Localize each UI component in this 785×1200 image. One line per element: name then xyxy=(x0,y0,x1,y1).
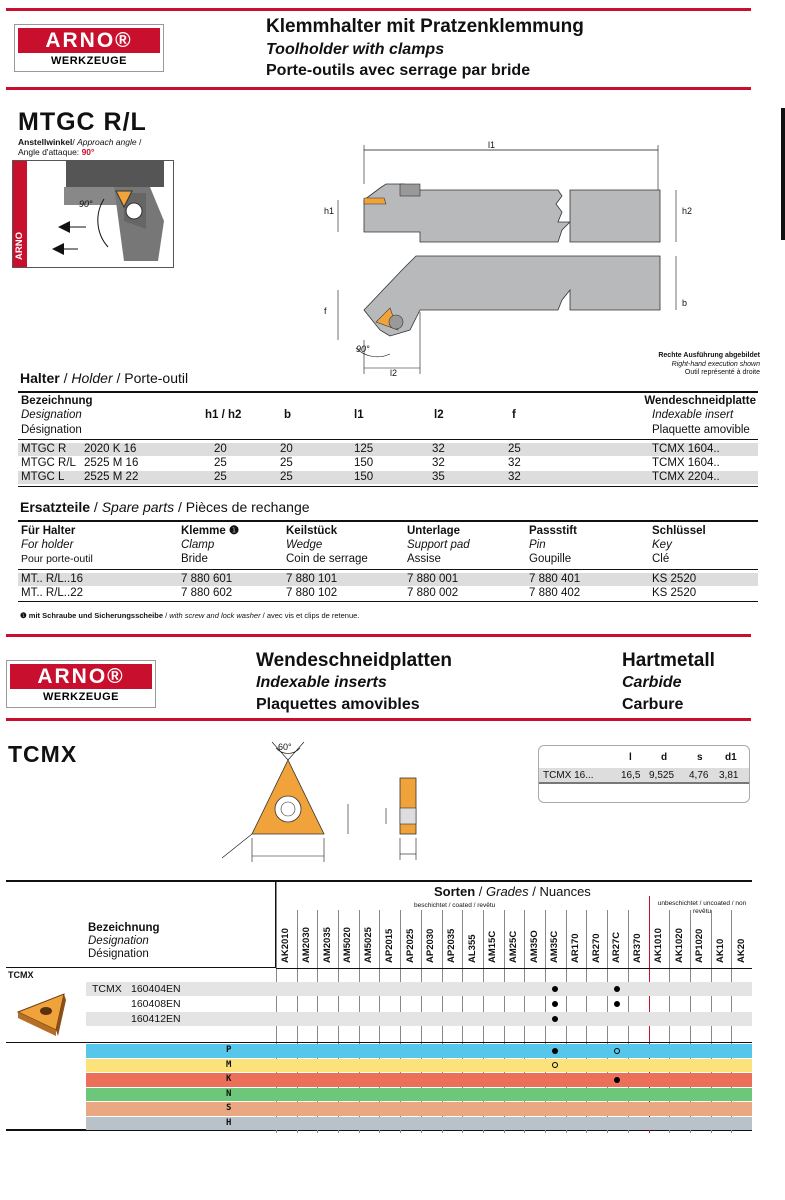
grade-label-ar27c: AR27C xyxy=(611,931,623,963)
insert-row xyxy=(86,1012,752,1026)
grade-label-ap2015: AP2015 xyxy=(383,928,395,963)
grade-label-am35c: AM35C xyxy=(549,930,561,963)
material-row-h xyxy=(86,1117,752,1131)
spare-row: MT.. R/L..16 7 880 601 7 880 101 7 880 001 7 880 401 KS 2520 xyxy=(18,573,758,586)
section2-top-rule xyxy=(6,634,751,637)
material-code-m: M xyxy=(226,1059,232,1070)
grade-label-al355: AL355 xyxy=(466,934,478,963)
grade-label-am2035: AM2035 xyxy=(321,927,333,963)
material-rows xyxy=(6,1044,752,1131)
material-code-k: K xyxy=(226,1074,232,1084)
holder-technical-drawing xyxy=(320,140,760,380)
grade-label-am35o: AM35O xyxy=(528,930,540,963)
grade-label-ap2030: AP2030 xyxy=(425,928,437,963)
material-row-n xyxy=(86,1088,752,1102)
spare-row: MT.. R/L..22 7 880 602 7 880 102 7 880 002 7 880 402 KS 2520 xyxy=(21,587,697,599)
uncoated-label: unbeschichtet / uncoated / non revêtu xyxy=(657,900,747,915)
grade-label-ap2025: AP2025 xyxy=(404,928,416,963)
inserts-title-en: Indexable inserts xyxy=(256,674,387,691)
grade-label-ak1020: AK1020 xyxy=(673,928,685,963)
insert-code-160412en: 160412EN xyxy=(131,1013,181,1025)
grade-label-ar370: AR370 xyxy=(632,933,644,963)
material-en: Carbide xyxy=(622,674,682,691)
grade-label-ap1020: AP1020 xyxy=(694,928,706,963)
header-red-rule xyxy=(6,87,751,90)
spare-footnote: ❶ mit Schraube und Sicherungsscheibe / with screw and lock washer / avec vis et clips de retenue. xyxy=(20,611,360,620)
holder-row: MTGC L 2525 M 22 25 25 150 35 32 TCMX 2204.. xyxy=(18,471,758,484)
spare-section-title: Ersatzteile / Spare parts / Pièces de rechange xyxy=(20,499,310,515)
dim-b: b xyxy=(682,298,688,308)
arno-logo: ARNO® WERKZEUGE xyxy=(14,24,164,72)
grade-label-am5025: AM5025 xyxy=(363,927,375,963)
material-row-p xyxy=(86,1044,752,1058)
material-de: Hartmetall xyxy=(622,650,715,671)
inserts-title-fr: Plaquettes amovibles xyxy=(256,696,420,713)
material-row-m xyxy=(86,1059,752,1073)
header-title-de: Klemmhalter mit Pratzenklemmung xyxy=(266,16,584,37)
insert-dims-panel: l d s d1 TCMX 16... 16,5 9,525 4,76 3,81 xyxy=(538,745,750,803)
dim-f: f xyxy=(324,306,327,316)
recommended-dot-am35c xyxy=(552,1048,558,1054)
insert-angle-label: 60° xyxy=(278,742,292,752)
holder-row: MTGC R 2020 K 16 20 20 125 32 25 TCMX 1604.. xyxy=(18,443,758,456)
insert-rows xyxy=(6,982,752,1028)
grade-label-ak1010: AK1010 xyxy=(652,928,664,963)
inserts-title-de: Wendeschneidplatten xyxy=(256,650,453,671)
dim-h2: h2 xyxy=(682,206,693,216)
grade-label-ak2010: AK2010 xyxy=(280,928,292,963)
dim-angle: 90° xyxy=(356,344,370,354)
side-brand-text: ARNO xyxy=(14,232,25,260)
material-code-h: H xyxy=(226,1117,232,1128)
clamp-angle-label: 90° xyxy=(79,199,93,209)
insert-code-160408en: 160408EN xyxy=(131,998,181,1010)
dim-l2: l2 xyxy=(390,368,398,378)
arno-logo-2: ARNO® WERKZEUGE xyxy=(6,660,156,708)
grade-label-ar270: AR270 xyxy=(590,933,602,963)
insert-drawing xyxy=(210,738,430,873)
section2-header-rule xyxy=(6,718,751,721)
top-red-rule xyxy=(6,8,751,11)
right-hand-note: Rechte Ausführung abgebildet Right-hand execution shown Outil représenté à droite xyxy=(658,352,760,376)
spare-parts-table: Für Halter Klemme ❶ Keilstück Unterlage Passstift Schlüssel For holder Clamp Wedge Support pad Pin Key Pour porte-outil Bride Coin de serrage Assise Goupille Clé MT.. R/L..16 7 880 601 7 880 101 7 880 001 7 880 401 KS 2520 MT.. R/L..22 7 880 602 7 880 102 7 880 002 7 880 402 KS 2520 xyxy=(18,520,758,602)
holder-table: Bezeichnung Wendeschneidplatte Designation h1 / h2 b l1 l2 f Indexable insert Désignation Plaquette amovible MTGC R 2020 K 16 20 20 125 32 25 TCMX 1604.. MTGC R/L 2525 M 16 25 25 150 32 32 TCMX 1604.. MTGC L 2525 M 22 25 25 150 35 32 TCMX 2204.. xyxy=(18,391,758,487)
approach-angle-label: Anstellwinkel/ Approach angle / Angle d'attaque: 90° xyxy=(18,137,142,157)
material-row-k xyxy=(86,1073,752,1087)
grade-label-am2030: AM2030 xyxy=(301,927,313,963)
material-code-n: N xyxy=(226,1088,232,1099)
clamp-sketch xyxy=(28,161,174,267)
header-title-en: Toolholder with clamps xyxy=(266,41,445,58)
material-code-p: P xyxy=(226,1045,232,1055)
grade-label-am15c: AM15C xyxy=(487,930,499,963)
grades-table xyxy=(6,880,752,1131)
grade-label-am25c: AM25C xyxy=(508,930,519,963)
holder-row: MTGC R/L 2525 M 16 25 25 150 32 32 TCMX 1604.. xyxy=(21,457,720,469)
insert-code-160404en: 160404EN xyxy=(131,983,181,995)
grades-title: Sorten / Grades / Nuances xyxy=(434,884,591,899)
grade-label-ap2035: AP2035 xyxy=(445,928,457,963)
clamping-illustration xyxy=(12,160,174,268)
material-row-s xyxy=(86,1102,752,1116)
material-fr: Carbure xyxy=(622,696,684,713)
dim-h1: h1 xyxy=(324,206,335,216)
grade-label-am5020: AM5020 xyxy=(342,927,354,963)
group-label: TCMX xyxy=(8,970,34,980)
page-edge-marker xyxy=(781,108,785,240)
dim-l1: l1 xyxy=(488,140,496,150)
insert-row xyxy=(86,982,752,996)
grade-label-ak20: AK20 xyxy=(735,938,747,963)
material-code-s: S xyxy=(226,1103,232,1113)
header-title-fr: Porte-outils avec serrage par bride xyxy=(266,62,531,79)
holder-section-title: Halter / Holder / Porte-outil xyxy=(20,370,189,386)
grades-designation-header: Bezeichnung Designation Désignation xyxy=(88,922,160,960)
product-code: MTGC R/L xyxy=(18,108,147,136)
grade-label-ar170: AR170 xyxy=(570,933,582,963)
insert-row xyxy=(86,997,752,1011)
insert-code: TCMX xyxy=(8,741,78,767)
grade-label-ak10: AK10 xyxy=(714,938,726,963)
insert-prefix: TCMX xyxy=(92,983,122,995)
coated-label: beschichtet / coated / revêtu xyxy=(414,902,496,909)
